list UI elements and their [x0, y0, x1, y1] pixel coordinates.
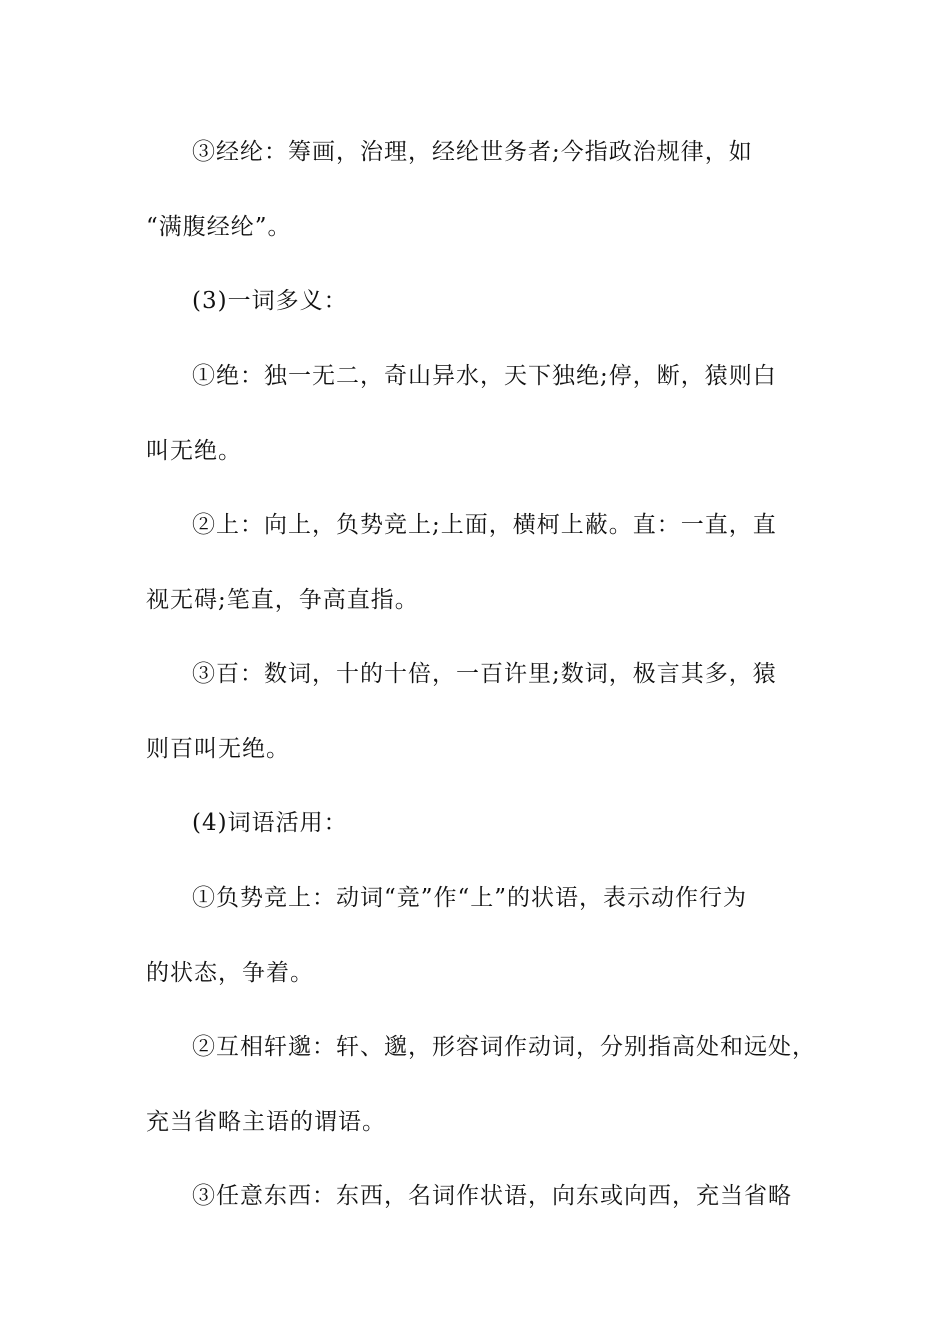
section-heading: (3)一词多义： — [192, 288, 348, 314]
paragraph-line: ②互相轩邈：轩、邈，形容词作动词，分别指高处和远处， — [192, 1034, 816, 1060]
paragraph-line: 视无碍;笔直，争高直指。 — [146, 587, 419, 613]
paragraph-line: 则百叫无绝。 — [146, 736, 290, 762]
section-heading: (4)词语活用： — [192, 810, 348, 836]
paragraph-line: ②上：向上，负势竞上;上面，横柯上蔽。直：一直，直 — [192, 512, 777, 538]
paragraph-line: ③百：数词，十的十倍，一百许里;数词，极言其多，猿 — [192, 661, 777, 687]
paragraph-line: 充当省略主语的谓语。 — [146, 1109, 386, 1135]
paragraph-line: ①绝：独一无二，奇山异水，天下独绝;停，断，猿则白 — [192, 363, 777, 389]
paragraph-line: “满腹经纶”。 — [146, 214, 292, 240]
paragraph-line: 的状态，争着。 — [146, 960, 314, 986]
paragraph-line: ③任意东西：东西，名词作状语，向东或向西，充当省略 — [192, 1183, 792, 1209]
paragraph-line: 叫无绝。 — [146, 438, 242, 464]
paragraph-line: ③经纶：筹画，治理，经纶世务者;今指政治规律，如 — [192, 139, 753, 165]
paragraph-line: ①负势竞上：动词“竞”作“上”的状语，表示动作行为 — [192, 885, 748, 911]
